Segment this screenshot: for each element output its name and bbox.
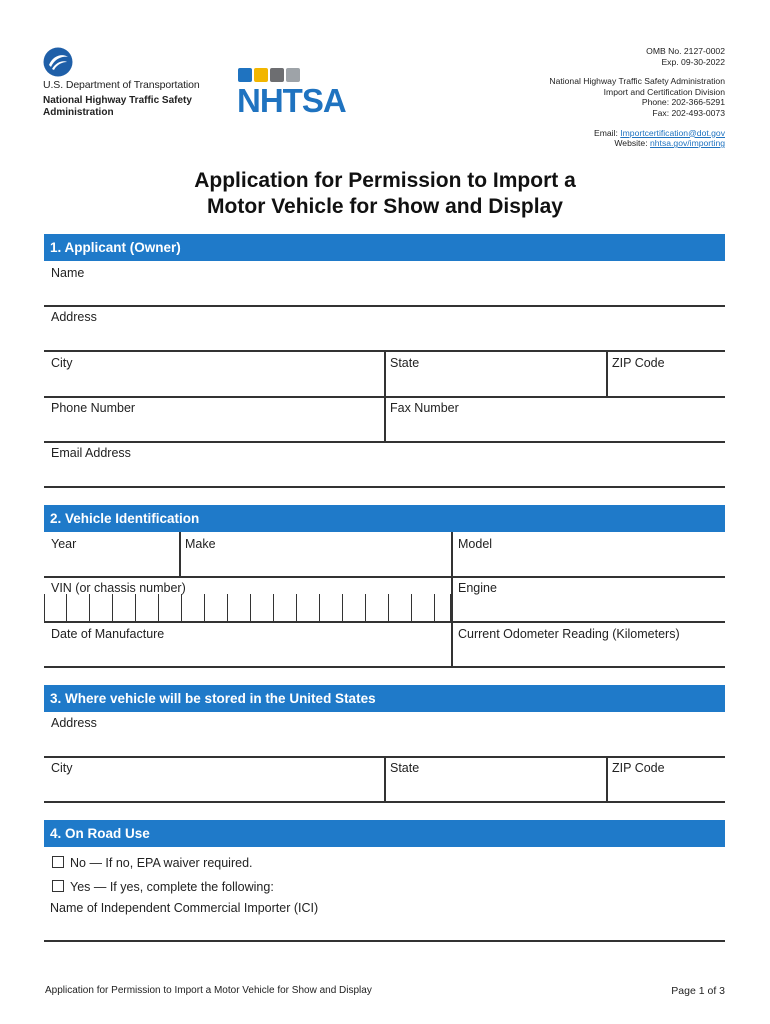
odometer-field[interactable]: [453, 623, 725, 666]
applicant-phone-label: Phone Number: [51, 401, 136, 415]
nhtsa-logo: [238, 68, 358, 120]
storage-state-field[interactable]: [386, 758, 606, 801]
ici-name-field[interactable]: [44, 916, 725, 940]
ici-name-label: Name of Independent Commercial Importer (ICI): [50, 901, 319, 915]
section-4-heading: 4. On Road Use: [44, 820, 725, 847]
agency-name-line1: National Highway Traffic Safety: [43, 95, 192, 106]
dot-name: U.S. Department of Transportation: [43, 79, 200, 91]
agency-name-line2: Administration: [43, 107, 114, 118]
fax-number: Fax: 202-493-0073: [652, 107, 725, 118]
org-name: National Highway Traffic Safety Administration: [549, 76, 725, 87]
vehicle-year-field[interactable]: [44, 533, 179, 576]
section-1-heading: 1. Applicant (Owner): [44, 234, 725, 261]
applicant-city-label: City: [51, 356, 73, 370]
email-link[interactable]: Importcertification@dot.gov: [620, 127, 725, 138]
storage-zip-field[interactable]: [608, 758, 725, 801]
applicant-city-field[interactable]: [44, 352, 384, 396]
star-icon: [286, 68, 300, 82]
engine-label: Engine: [458, 581, 497, 595]
engine-field[interactable]: [453, 578, 725, 621]
applicant-fax-field[interactable]: [386, 398, 725, 441]
applicant-address-label: Address: [51, 310, 97, 324]
vehicle-make-field[interactable]: [181, 533, 451, 576]
manufacture-date-label: Date of Manufacture: [51, 627, 165, 641]
page-number: Page 1 of 3: [671, 985, 725, 997]
on-road-no-checkbox[interactable]: [52, 856, 64, 868]
on-road-no-label: No — If no, EPA waiver required.: [70, 856, 253, 870]
applicant-zip-field[interactable]: [608, 352, 725, 396]
vehicle-year-label: Year: [51, 537, 77, 551]
applicant-phone-field[interactable]: [44, 398, 384, 441]
vehicle-model-field[interactable]: [453, 533, 725, 576]
storage-address-label: Address: [51, 716, 97, 730]
applicant-state-field[interactable]: [386, 352, 606, 396]
on-road-yes-label: Yes — If yes, complete the following:: [70, 880, 274, 894]
odometer-label: Current Odometer Reading (Kilometers): [458, 627, 680, 641]
website-link[interactable]: nhtsa.gov/importing: [650, 138, 725, 149]
on-road-yes-checkbox[interactable]: [52, 880, 64, 892]
vin-boxes[interactable]: [44, 594, 450, 622]
applicant-name-label: Name: [51, 266, 85, 280]
page-title: Application for Permission to Import a Motor Vehicle for Show and Display: [194, 169, 576, 218]
contact-info: [549, 46, 725, 149]
pedestrian-icon: [254, 68, 268, 82]
email-line: Email: Importcertification@dot.gov: [594, 127, 725, 138]
omb-number: OMB No. 2127-0002: [646, 46, 725, 56]
storage-zip-label: ZIP Code: [612, 761, 665, 775]
applicant-zip-label: ZIP Code: [612, 356, 665, 370]
vin-label: VIN (or chassis number): [51, 581, 186, 595]
footer-title: Application for Permission to Import a Motor Vehicle for Show and Display: [45, 985, 372, 996]
applicant-address-field[interactable]: [44, 307, 725, 351]
storage-address-field[interactable]: [44, 713, 725, 756]
vehicle-make-label: Make: [185, 537, 216, 551]
applicant-state-label: State: [390, 356, 420, 370]
storage-city-label: City: [51, 761, 73, 775]
phone-number: Phone: 202-366-5291: [641, 97, 725, 108]
applicant-email-label: Email Address: [51, 446, 131, 460]
steering-wheel-icon: [238, 68, 252, 82]
dot-emblem-icon: [43, 47, 73, 77]
nhtsa-wordmark: NHTSA: [237, 82, 346, 119]
website-line: Website: nhtsa.gov/importing: [614, 138, 725, 149]
applicant-email-field[interactable]: [44, 443, 725, 486]
expiration: Exp. 09-30-2022: [661, 56, 725, 67]
vehicle-model-label: Model: [458, 537, 493, 551]
applicant-name-field[interactable]: [44, 262, 725, 306]
section-3-heading: 3. Where vehicle will be stored in the United States: [44, 685, 725, 712]
storage-state-label: State: [390, 761, 420, 775]
road-icon: [270, 68, 284, 82]
section-2-heading: 2. Vehicle Identification: [44, 505, 725, 532]
storage-city-field[interactable]: [44, 758, 384, 801]
applicant-fax-label: Fax Number: [390, 401, 459, 415]
division-name: Import and Certification Division: [603, 86, 725, 97]
manufacture-date-field[interactable]: [44, 623, 451, 666]
